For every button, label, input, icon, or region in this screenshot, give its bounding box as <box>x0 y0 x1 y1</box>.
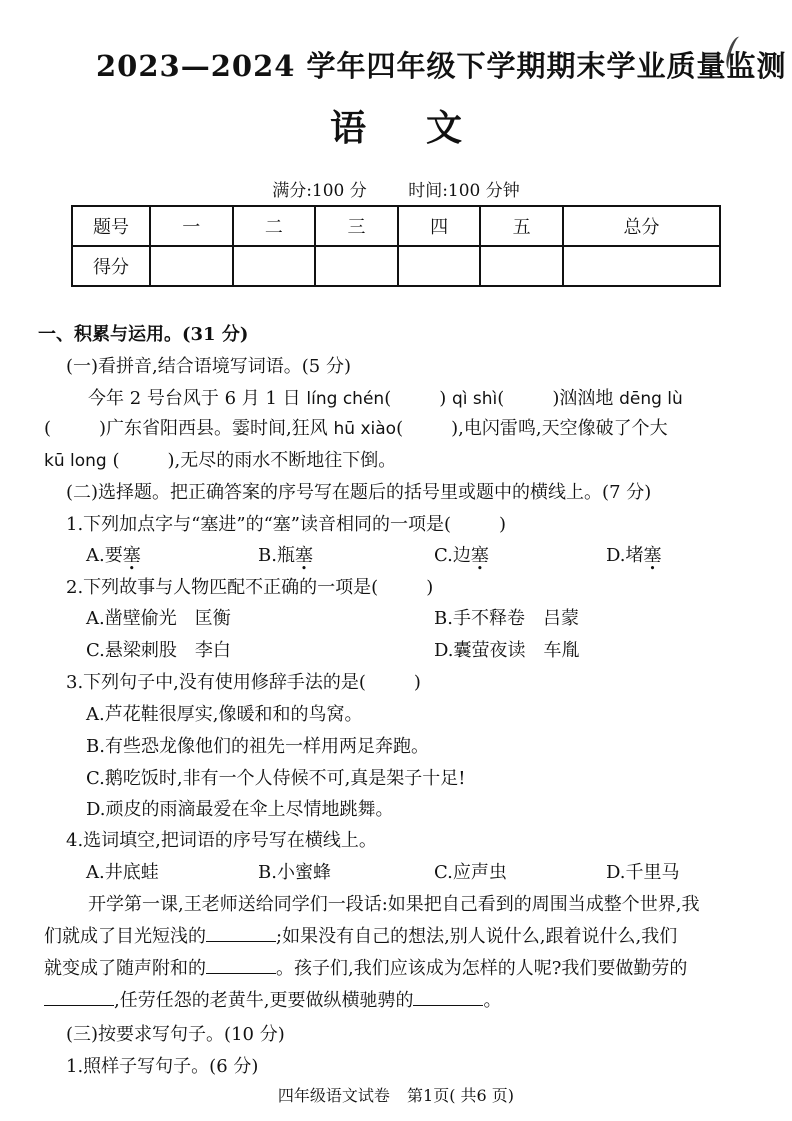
score-cell[interactable] <box>315 246 398 286</box>
text: )汹汹地 <box>552 388 614 409</box>
score-cell[interactable] <box>398 246 481 286</box>
score-value-row <box>72 246 720 286</box>
option-c[interactable]: C.边塞 <box>434 545 489 566</box>
pinyin: hū xiào <box>333 419 397 439</box>
text: ) <box>439 388 447 409</box>
fill-blank[interactable] <box>44 989 114 1006</box>
pinyin: dēng lù <box>619 389 683 409</box>
score-header-cell: 三 <box>315 206 398 246</box>
option-b: B.小蜜蜂 <box>258 862 331 883</box>
text: ( <box>396 418 404 439</box>
score-cell[interactable] <box>233 246 316 286</box>
option-d: D.千里马 <box>606 862 680 883</box>
part3-title: (三)按要求写句子。(10 分) <box>66 1024 285 1045</box>
text: ),无尽的雨水不断地往下倒。 <box>167 450 397 471</box>
option-c: C.应声虫 <box>434 862 507 883</box>
option-a[interactable]: A.芦花鞋很厚实,像暖和和的鸟窝。 <box>86 704 363 725</box>
option-c[interactable]: C.鹅吃饭时,非有一个人侍候不可,真是架子十足! <box>86 768 466 789</box>
q4-passage-line1: 开学第一课,王老师送给同学们一段话:如果把自己看到的周围当成整个世界,我 <box>88 894 700 915</box>
footer-exam-name: 四年级语文试卷 <box>277 1086 390 1105</box>
option-d[interactable]: D.顽皮的雨滴最爱在伞上尽情地跳舞。 <box>86 799 394 820</box>
score-header-row <box>72 206 720 246</box>
section1-title: 一、积累与运用。(31 分) <box>38 324 249 345</box>
score-row-label: 得分 <box>72 246 150 286</box>
q2-stem <box>0 573 792 599</box>
question-text: ) <box>499 514 507 535</box>
option-d[interactable]: D.囊萤夜读 车胤 <box>434 640 580 661</box>
question-text: 2.下列故事与人物匹配不正确的一项是( <box>66 577 379 598</box>
score-header-cell: 总分 <box>563 206 720 246</box>
exam-time: 时间:100 分钟 <box>408 181 520 201</box>
score-header-cell: 题号 <box>72 206 150 246</box>
pinyin: kū long <box>44 451 107 471</box>
part1-line3 <box>0 446 792 472</box>
option-a[interactable]: A.要塞 <box>86 545 141 566</box>
q1-stem <box>0 510 792 536</box>
q3-stem <box>0 668 792 694</box>
fill-blank[interactable] <box>413 989 483 1006</box>
page-footer <box>0 1083 792 1106</box>
score-cell[interactable] <box>480 246 563 286</box>
text: 今年 2 号台风于 6 月 1 日 <box>88 388 301 409</box>
fill-blank[interactable] <box>206 925 276 942</box>
score-header-cell: 一 <box>150 206 233 246</box>
full-marks: 满分:100 分 <box>272 181 367 201</box>
score-table <box>71 205 721 287</box>
option-b[interactable]: B.手不释卷 吕蒙 <box>434 608 579 629</box>
exam-meta <box>0 176 792 201</box>
part1-line2 <box>0 414 792 440</box>
option-b[interactable]: B.瓶塞 <box>258 545 313 566</box>
text: ( <box>497 388 505 409</box>
score-cell[interactable] <box>150 246 233 286</box>
option-a[interactable]: A.凿壁偷光 匡衡 <box>86 608 231 629</box>
option-a: A.井底蛙 <box>86 862 159 883</box>
q4-passage-line3 <box>0 954 792 980</box>
option-d[interactable]: D.堵塞 <box>606 545 662 566</box>
question-text: ) <box>413 672 421 693</box>
page-number: 第1页( 共6 页) <box>407 1086 515 1105</box>
fill-blank[interactable] <box>206 957 276 974</box>
question-text: 1.下列加点字与“塞进”的“塞”读音相同的一项是( <box>66 514 452 535</box>
part2-title: (二)选择题。把正确答案的序号写在题后的括号里或题中的横线上。(7 分) <box>66 482 652 503</box>
exam-title: 2023—2024 学年四年级下学期期末学业质量监测 <box>96 49 787 83</box>
part1-title: (一)看拼音,结合语境写词语。(5 分) <box>66 356 351 377</box>
text: ( <box>112 450 120 471</box>
passage-text: ,任劳任怨的老黄牛,更要做纵横驰骋的 <box>114 990 414 1011</box>
part1-line1 <box>0 384 792 410</box>
q4-stem: 4.选词填空,把词语的序号写在横线上。 <box>66 830 377 851</box>
text: ( <box>44 418 52 439</box>
part3-q1: 1.照样子写句子。(6 分) <box>66 1056 259 1077</box>
score-header-cell: 五 <box>480 206 563 246</box>
passage-text: ;如果没有自己的想法,别人说什么,跟着说什么,我们 <box>276 926 678 947</box>
score-header-cell: 四 <box>398 206 481 246</box>
q4-passage-line4 <box>0 986 792 1012</box>
option-b[interactable]: B.有些恐龙像他们的祖先一样用两足奔跑。 <box>86 736 429 757</box>
q4-passage-line2 <box>0 922 792 948</box>
text: ( <box>384 388 392 409</box>
subject-title: 语文 <box>329 107 522 149</box>
question-text: 3.下列句子中,没有使用修辞手法的是( <box>66 672 366 693</box>
text: ),电闪雷鸣,天空像破了个大 <box>451 418 668 439</box>
option-c[interactable]: C.悬梁刺股 李白 <box>86 640 231 661</box>
passage-text: 。 <box>483 990 502 1011</box>
text: )广东省阳西县。霎时间,狂风 <box>99 418 328 439</box>
passage-text: 们就成了目光短浅的 <box>44 926 206 947</box>
passage-text: 就变成了随声附和的 <box>44 958 206 979</box>
score-cell[interactable] <box>563 246 720 286</box>
question-text: ) <box>426 577 434 598</box>
score-header-cell: 二 <box>233 206 316 246</box>
passage-text: 。孩子们,我们应该成为怎样的人呢?我们要做勤劳的 <box>276 958 688 979</box>
pinyin: líng chén <box>306 389 385 409</box>
pinyin: qì shì <box>452 389 498 409</box>
